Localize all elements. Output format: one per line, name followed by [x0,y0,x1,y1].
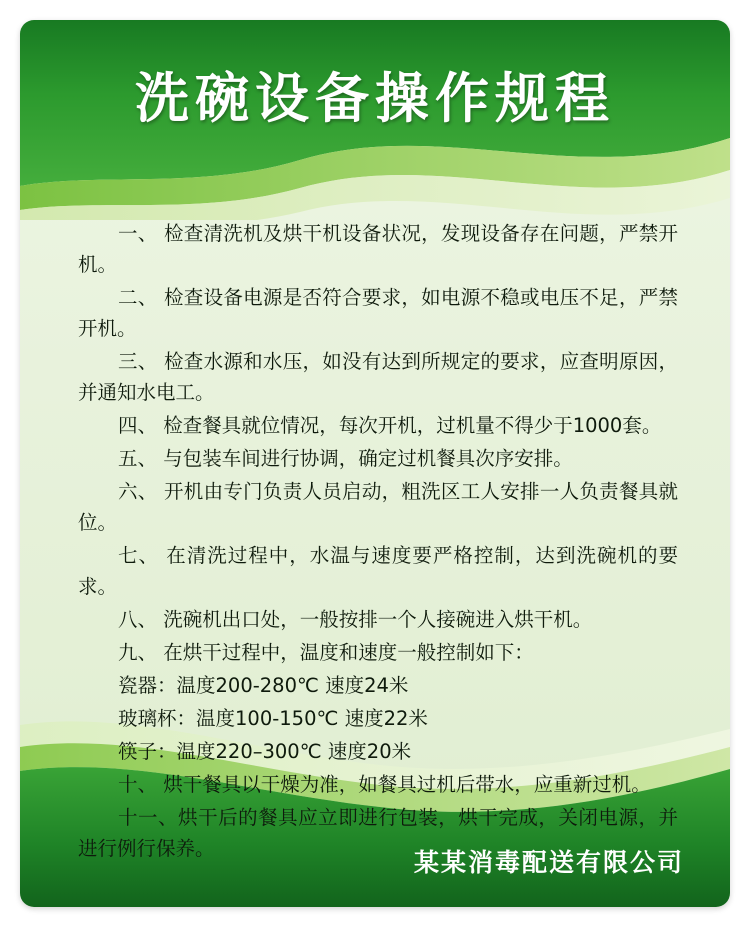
drying-spec-glass: 玻璃杯：温度100-150℃ 速度22米 [118,707,428,730]
regulation-item: 一、 检查清洗机及烘干机设备状况，发现设备存在问题，严禁开机。 [78,222,678,276]
regulation-item: 十一、烘干后的餐具应立即进行包装，烘干完成，关闭电源，并进行例行保养。 [78,806,678,860]
regulation-item: 五、 与包装车间进行协调，确定过机餐具次序安排。 [118,447,573,470]
company-name: 某某消毒配送有限公司 [413,848,684,877]
regulation-item: 四、 检查餐具就位情况，每次开机，过机量不得少于1000套。 [118,414,662,437]
regulation-item: 八、 洗碗机出口处，一般按排一个人接碗进入烘干机。 [118,608,593,631]
regulation-item: 七、 在清洗过程中，水温与速度要严格控制，达到洗碗机的要求。 [78,544,678,598]
page-title: 洗碗设备操作规程 [135,67,615,130]
regulation-item: 二、 检查设备电源是否符合要求，如电源不稳或电压不足，严禁开机。 [78,286,678,340]
drying-spec-chopsticks: 筷子：温度220–300℃ 速度20米 [118,740,412,763]
regulation-list [78,218,678,866]
regulation-item: 三、 检查水源和水压，如没有达到所规定的要求，应查明原因，并通知水电工。 [78,350,678,404]
regulation-item: 十、 烘干餐具以干燥为准，如餐具过机后带水，应重新过机。 [118,773,651,796]
poster [20,20,730,907]
drying-spec-porcelain: 瓷器：温度200-280℃ 速度24米 [118,674,409,697]
regulation-item: 六、 开机由专门负责人员启动，粗洗区工人安排一人负责餐具就位。 [78,480,678,534]
regulation-item: 九、 在烘干过程中，温度和速度一般控制如下： [118,641,534,664]
poster-header [20,20,730,220]
